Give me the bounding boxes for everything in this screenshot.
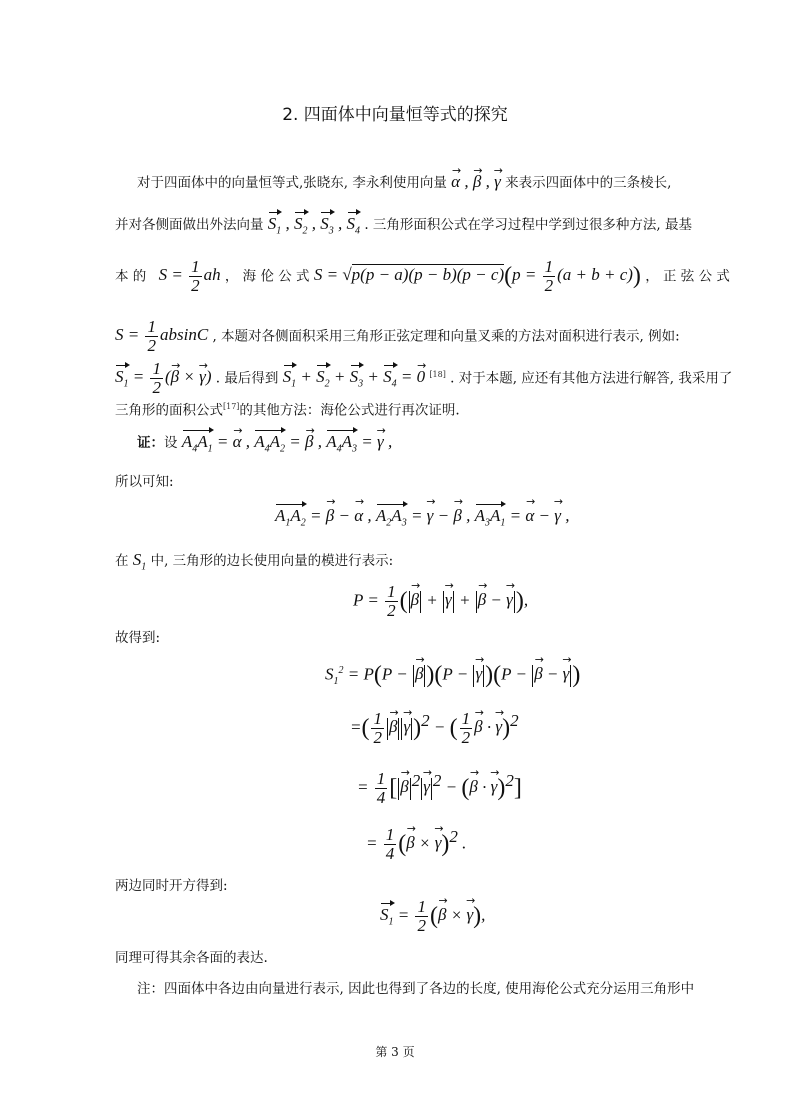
proof-label: 证： xyxy=(137,435,164,451)
text: . 三角形面积公式在学习过程中学到过很多种方法, 最基 xyxy=(364,217,693,233)
page-footer: 第 3 页 xyxy=(375,1045,415,1059)
para-line-5: $S_1$ = $\frac{1}{2}$ (β → × γ →) . 最后得到 $S_1 + S_2 + S_3 + S_4 = 0 \to [18]$ . 对于本题, 应还有其他方法进行解答, 我采用了 xyxy=(115,360,732,397)
section-title: 2. 四面体中向量恒等式的探究 xyxy=(282,105,508,125)
text: ， 正 弦 公 式 xyxy=(645,268,730,285)
text-line: 在 $S_1$ 中, 三角形的边长使用向量的模进行表示: xyxy=(115,550,394,573)
text: 设 xyxy=(164,435,178,451)
text: 的其他方法：海伦公式进行再次证明. xyxy=(239,402,460,419)
para-line-4: S = $\frac{1}{2}$ absinC , 本题对各侧面积采用三角形正弦定理和向量叉乘的方法对面积进行表示, 例如: xyxy=(115,317,680,355)
text-line: 所以可知: xyxy=(115,474,174,490)
para-line-3: 本 的 S = $\frac{1}{2}$ ah ， 海 伦 公 式 S = √p(p − a)(p − b)(p − c)(p = $\frac{1}{2}$ (a + b + c)) ， 正 弦 公 式 xyxy=(115,257,730,295)
text: 三角形的面积公式 xyxy=(115,402,223,419)
text: ， 海 伦 公 式 xyxy=(224,268,310,285)
citation: [18] xyxy=(429,369,446,379)
equation-result: $S_1$ = $\frac{1}{2}$ (β → × γ →), xyxy=(380,898,485,935)
para-line-6 xyxy=(115,397,460,421)
note-line: 注：四面体中各边由向量进行表示, 因此也得到了各边的长度, 使用海伦公式充分运用三角形中 xyxy=(137,981,695,997)
text: 来表示四面体中的三条棱长, xyxy=(505,175,672,191)
equation-heron-3: = $\frac{1}{4}$ [ β → $^2$ γ → $^2$ − (β → · γ →)$^2$] xyxy=(357,770,522,807)
proof-setup: 证：设 $A_4A_1 = \alpha$ → , $A_4A_2 = \beta$ → , $A_4A_3 = \gamma$ → , xyxy=(137,432,392,459)
equation-heron-4: = $\frac{1}{4}$ (β → × γ →)$^2$ . xyxy=(366,826,466,863)
equation-heron-2: =( $\frac{1}{2}$ β → γ → )$^2$ − ( $\frac{1}{2}$ β → · γ →)$^2$ xyxy=(350,710,519,747)
citation: [17] xyxy=(223,402,240,411)
text: 本 的 xyxy=(115,268,147,285)
text-line: 故得到: xyxy=(115,630,161,646)
text: 并对各侧面做出外法向量 xyxy=(115,217,264,233)
para-line-1: 对于四面体中的向量恒等式,张晓东, 李永利使用向量 α → , β → , γ → 来表示四面体中的三条棱长, xyxy=(137,172,671,193)
text-line: 同理可得其余各面的表达. xyxy=(115,950,268,966)
text: 在 xyxy=(115,553,129,569)
equation-perimeter: P = $\frac{1}{2}$ ( β → + γ → + β → − γ → ), xyxy=(353,583,528,620)
text: , 本题对各侧面积采用三角形正弦定理和向量叉乘的方法对面积进行表示, 例如: xyxy=(212,328,680,345)
equation-edges: $A_1A_2 = \beta$ → − α → , $A_2A_3 = \gamma$ → − β → , $A_3A_1 = \alpha$ → − γ → , xyxy=(275,506,569,528)
text: 对于四面体中的向量恒等式,张晓东, 李永利使用向量 xyxy=(137,175,447,191)
equation-heron-1: $S_1^2 = P(P - \beta \to )(P - \gamma \to )(P - \beta$ → − γ → ) xyxy=(325,662,580,689)
text: . 对于本题, 应还有其他方法进行解答, 我采用了 xyxy=(450,370,733,387)
text: . 最后得到 xyxy=(215,370,279,387)
para-line-2: 并对各侧面做出外法向量 $S_1$ , $S_2$ , $S_3$ , $S_4$ . 三角形面积公式在学习过程中学到过很多种方法, 最基 xyxy=(115,214,692,241)
text: 中, 三角形的边长使用向量的模进行表示: xyxy=(150,553,394,569)
text-line: 两边同时开方得到: xyxy=(115,878,228,894)
